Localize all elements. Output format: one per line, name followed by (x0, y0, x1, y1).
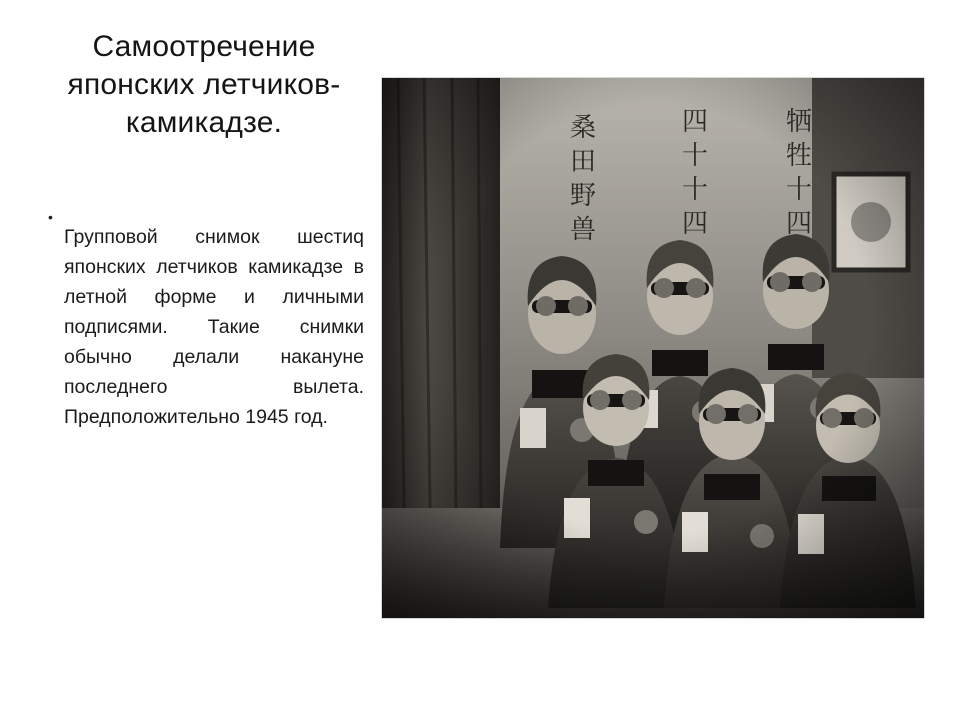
body-paragraph: Групповой снимок шестиq японских летчиков камикадзе в летной форме и личными подписями. Такие снимки обычно делали накануне последнего вылета. Предположительно 1945 год. (64, 225, 364, 428)
bullet-list-item (44, 202, 364, 451)
page-title: Самоотречение японских летчиков-камикадзе. (67, 30, 341, 140)
photo-kamikaze-pilots (382, 78, 924, 618)
left-column (44, 28, 364, 451)
bullet-marker-icon: • (48, 209, 53, 226)
